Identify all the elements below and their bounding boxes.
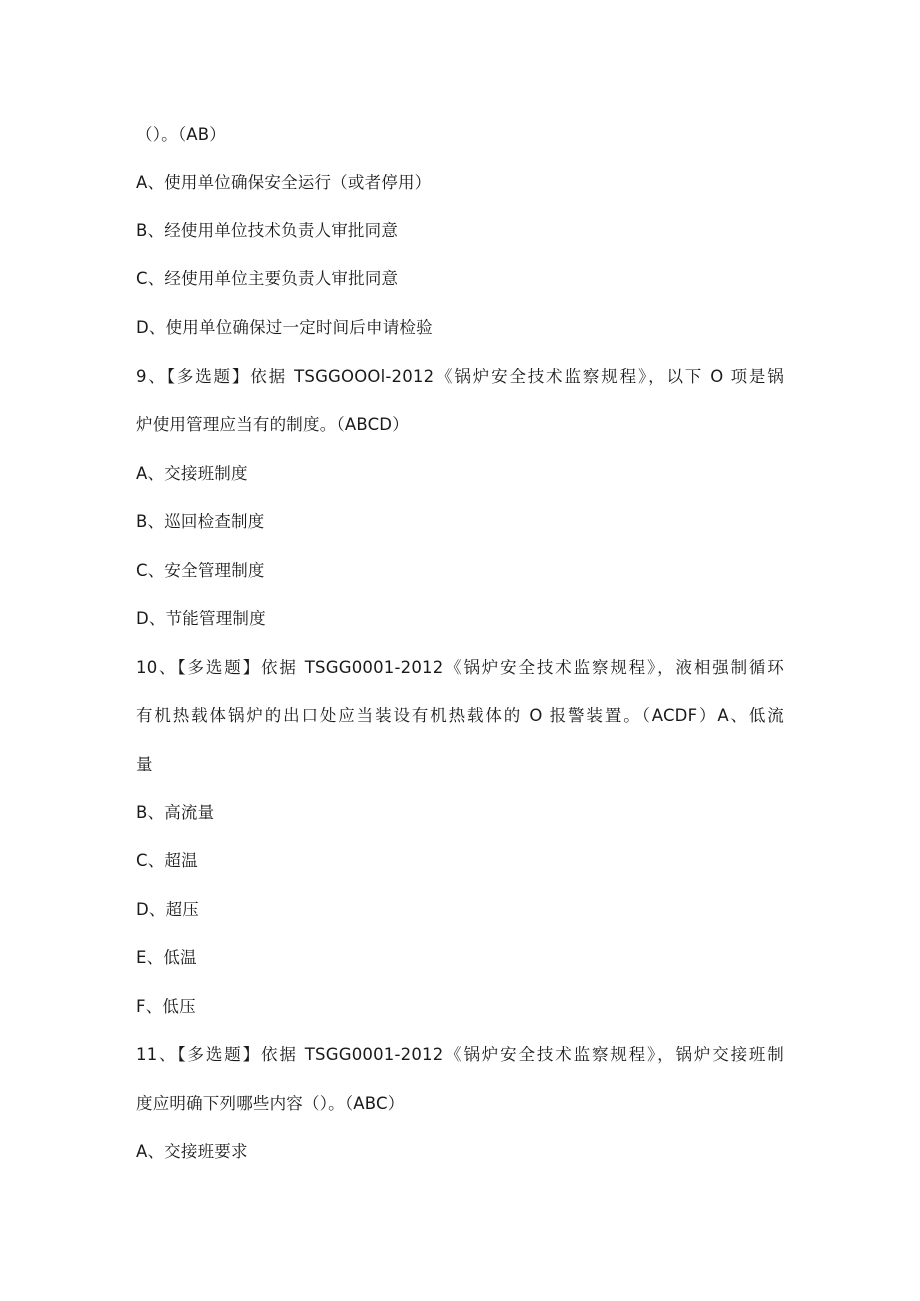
option-f: F、低压 (136, 997, 196, 1016)
question-9-line-1: 9、【多选题】依据 TSGGOOOl-2012《锅炉安全技术监察规程》，以下 O 项是锅 (136, 367, 784, 386)
option-a: A、使用单位确保安全运行（或者停用） (136, 173, 432, 192)
question-10-line-2: 有机热载体锅炉的出口处应当装设有机热载体的 O 报警装置。（ACDF）A、低流 (136, 706, 784, 725)
question-11-line-1: 11、【多选题】依据 TSGG0001-2012《锅炉安全技术监察规程》，锅炉交接班制 (136, 1045, 784, 1064)
option-c: C、超温 (136, 851, 198, 870)
option-e: E、低温 (136, 948, 197, 967)
question-10-line-3: 量 (136, 755, 153, 774)
option-d: D、超压 (136, 900, 200, 919)
option-a: A、交接班制度 (136, 464, 248, 483)
option-b: B、经使用单位技术负责人审批同意 (136, 221, 399, 240)
option-b: B、高流量 (136, 803, 215, 822)
question-9-line-2: 炉使用管理应当有的制度。（ABCD） (136, 415, 409, 434)
option-a: A、交接班要求 (136, 1142, 248, 1161)
option-b: B、巡回检查制度 (136, 512, 265, 531)
question-10-line-1: 10、【多选题】依据 TSGG0001-2012《锅炉安全技术监察规程》，液相强制循环 (136, 658, 784, 677)
answer-line: （）。（AB） (136, 125, 227, 144)
option-c: C、经使用单位主要负责人审批同意 (136, 269, 399, 288)
question-11-line-2: 度应明确下列哪些内容（）。（ABC） (136, 1094, 405, 1113)
option-d: D、使用单位确保过一定时间后申请检验 (136, 318, 433, 337)
option-c: C、安全管理制度 (136, 561, 265, 580)
option-d: D、节能管理制度 (136, 609, 266, 628)
